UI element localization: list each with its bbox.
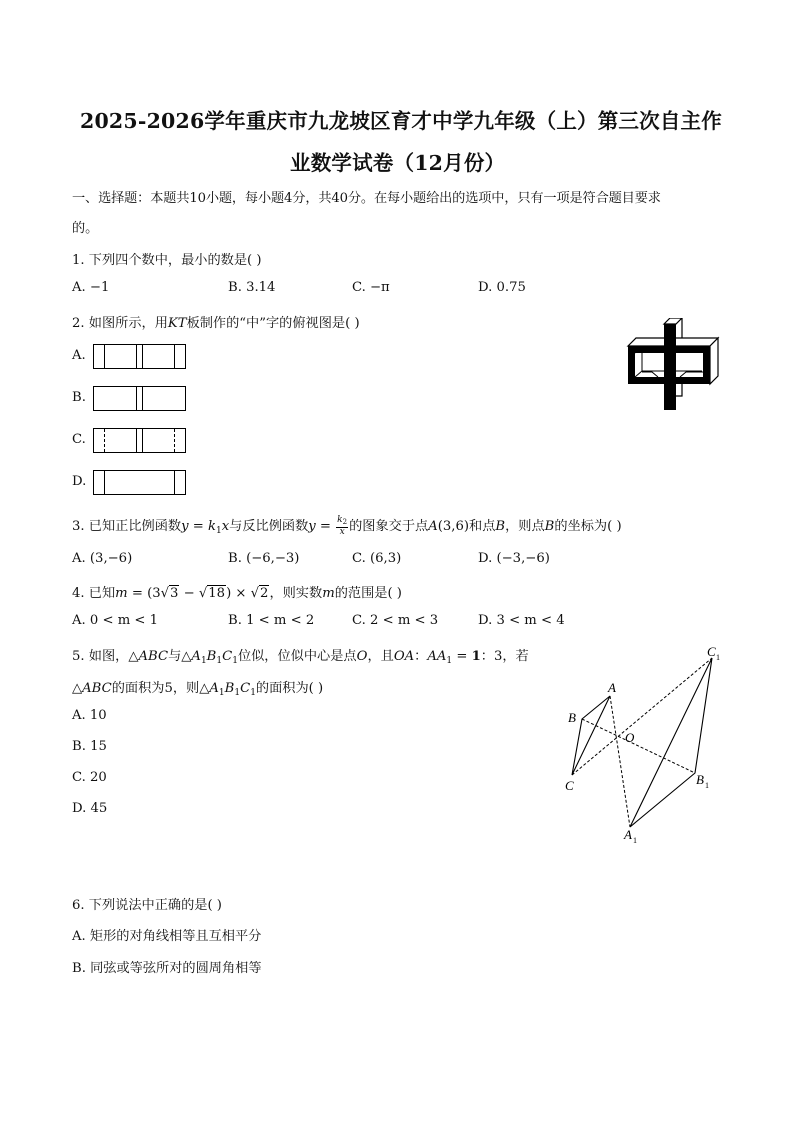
q3-point-b2: B — [544, 519, 555, 534]
q2-option-d-letter: D. — [72, 474, 87, 489]
q5-option-c: C. 20 — [72, 770, 107, 785]
q4-option-d: D. 3 < m < 4 — [478, 613, 565, 628]
q5-o: O — [356, 649, 368, 664]
q5-option-a: A. 10 — [72, 708, 107, 723]
q3-stem-f: 的坐标为( ) — [554, 519, 622, 534]
q5-tri-abc: △ABC — [128, 649, 169, 664]
q6-option-b: B. 同弦或等弦所对的圆周角相等 — [72, 961, 262, 976]
page-title-line2: 业数学试卷（12月份） — [290, 151, 506, 175]
q2-option-a-figure — [93, 344, 186, 369]
q5-stem-b: 与 — [168, 649, 182, 664]
q5-stem-line2 — [72, 677, 323, 698]
q3-option-d: D. (−3,−6) — [478, 551, 550, 566]
q3-eq1-b: = $k_1x$ — [188, 519, 230, 536]
q5-oa: OA — [393, 649, 415, 664]
q3-stem-d: 和点 — [469, 519, 496, 534]
q5-aa1: $AA_1 = 1$ — [427, 649, 481, 666]
q3-point-a-coord: (3,6) — [437, 519, 470, 534]
q3-point-b: B — [495, 519, 506, 534]
q3-stem-e: ，则点 — [505, 519, 545, 534]
q3-option-c: C. (6,3) — [352, 551, 402, 566]
q4-option-a: A. 0 < m < 1 — [72, 613, 159, 628]
q5-label-a1: A — [624, 827, 632, 842]
q2-option-c-letter: C. — [72, 432, 86, 447]
page-title-line1: 2025-2026学年重庆市九龙坡区育才中学九年级（上）第三次自主作 — [80, 109, 722, 133]
q5-stem2-c: 的面积为( ) — [255, 681, 324, 696]
q4-stem-c: 的范围是( ) — [334, 586, 402, 601]
q5-option-d: D. 45 — [72, 801, 108, 816]
q2-zhong-figure — [624, 318, 720, 410]
q1-option-b: B. 3.14 — [228, 280, 276, 295]
q5-label-a1-sub: 1 — [633, 836, 637, 845]
q5-stem2-b: 的面积为5，则 — [111, 681, 200, 696]
q3-point-a: A — [428, 519, 438, 534]
q4-stem-a: 4. 已知 — [72, 586, 116, 601]
q2-option-c-figure — [93, 428, 186, 453]
q2-stem-var: KT — [167, 316, 187, 331]
q4-stem-b: ，则实数 — [269, 586, 323, 601]
q3-eq1: y — [181, 519, 189, 534]
q5-tri-abc-2: △ABC — [72, 681, 112, 696]
q3-option-b: B. (−6,−3) — [228, 551, 300, 566]
q5-label-c1-sub: 1 — [716, 653, 720, 662]
q5-label-c1: C — [707, 644, 716, 659]
q3-stem-b: 与反比例函数 — [229, 519, 309, 534]
q1-stem: 1. 下列四个数中，最小的数是( ) — [72, 253, 262, 268]
section-heading-line2: 的。 — [72, 221, 99, 236]
section-heading-line1: 一、选择题：本题共10小题，每小题4分，共40分。在每小题给出的选项中，只有一项是符合题目要求 — [72, 191, 661, 206]
q6-stem: 6. 下列说法中正确的是( ) — [72, 898, 222, 913]
q5-label-b1: B — [696, 772, 704, 787]
q2-stem — [72, 312, 360, 331]
q5-label-b1-sub: 1 — [705, 781, 709, 790]
q4-expression: m = (3√3 − √18) × √2 — [115, 586, 269, 601]
q5-label-b: B — [568, 710, 576, 725]
q3-option-a: A. (3,−6) — [72, 551, 133, 566]
q3-fraction: $\frac{k_2}{x}$ — [337, 515, 348, 537]
q5-option-b: B. 15 — [72, 739, 107, 754]
q2-option-b-figure — [93, 386, 186, 411]
q5-stem-f: ：3，若 — [480, 649, 529, 664]
q5-tri-a1b1c1: $\triangle A_1B_1C_1$ — [181, 649, 238, 666]
q3-stem — [72, 515, 622, 537]
q2-stem-suffix: 板制作的“中”字的俯视图是( ) — [186, 316, 360, 331]
q2-stem-prefix: 2. 如图所示，用 — [72, 316, 168, 331]
q3-eq2: y = — [308, 519, 336, 534]
q5-stem-e: ： — [414, 649, 428, 664]
q4-var-m: m — [322, 586, 335, 601]
q5-homothety-figure — [555, 640, 735, 850]
q3-stem-c: 的图象交于点 — [349, 519, 429, 534]
q5-stem-c: 位似，位似中心是点 — [237, 649, 357, 664]
q6-option-a: A. 矩形的对角线相等且互相平分 — [72, 929, 262, 944]
q5-stem-line1 — [72, 645, 529, 666]
q4-option-c: C. 2 < m < 3 — [352, 613, 439, 628]
q1-option-d: D. 0.75 — [478, 280, 526, 295]
q4-option-b: B. 1 < m < 2 — [228, 613, 315, 628]
q1-option-c: C. −π — [352, 280, 390, 295]
q1-option-a: A. −1 — [72, 280, 110, 295]
q2-option-a-letter: A. — [72, 348, 86, 363]
q5-label-a: A — [608, 680, 616, 695]
q4-stem — [72, 582, 402, 601]
q5-stem-a: 5. 如图， — [72, 649, 129, 664]
q5-label-o: O — [625, 730, 635, 745]
q2-option-d-figure — [93, 470, 186, 495]
q5-stem-d: ，且 — [367, 649, 394, 664]
q2-option-b-letter: B. — [72, 390, 86, 405]
q5-label-c: C — [565, 778, 574, 793]
q5-tri-a1b1c1-2: $\triangle A_1B_1C_1$ — [199, 681, 256, 698]
q3-stem-a: 3. 已知正比例函数 — [72, 519, 182, 534]
